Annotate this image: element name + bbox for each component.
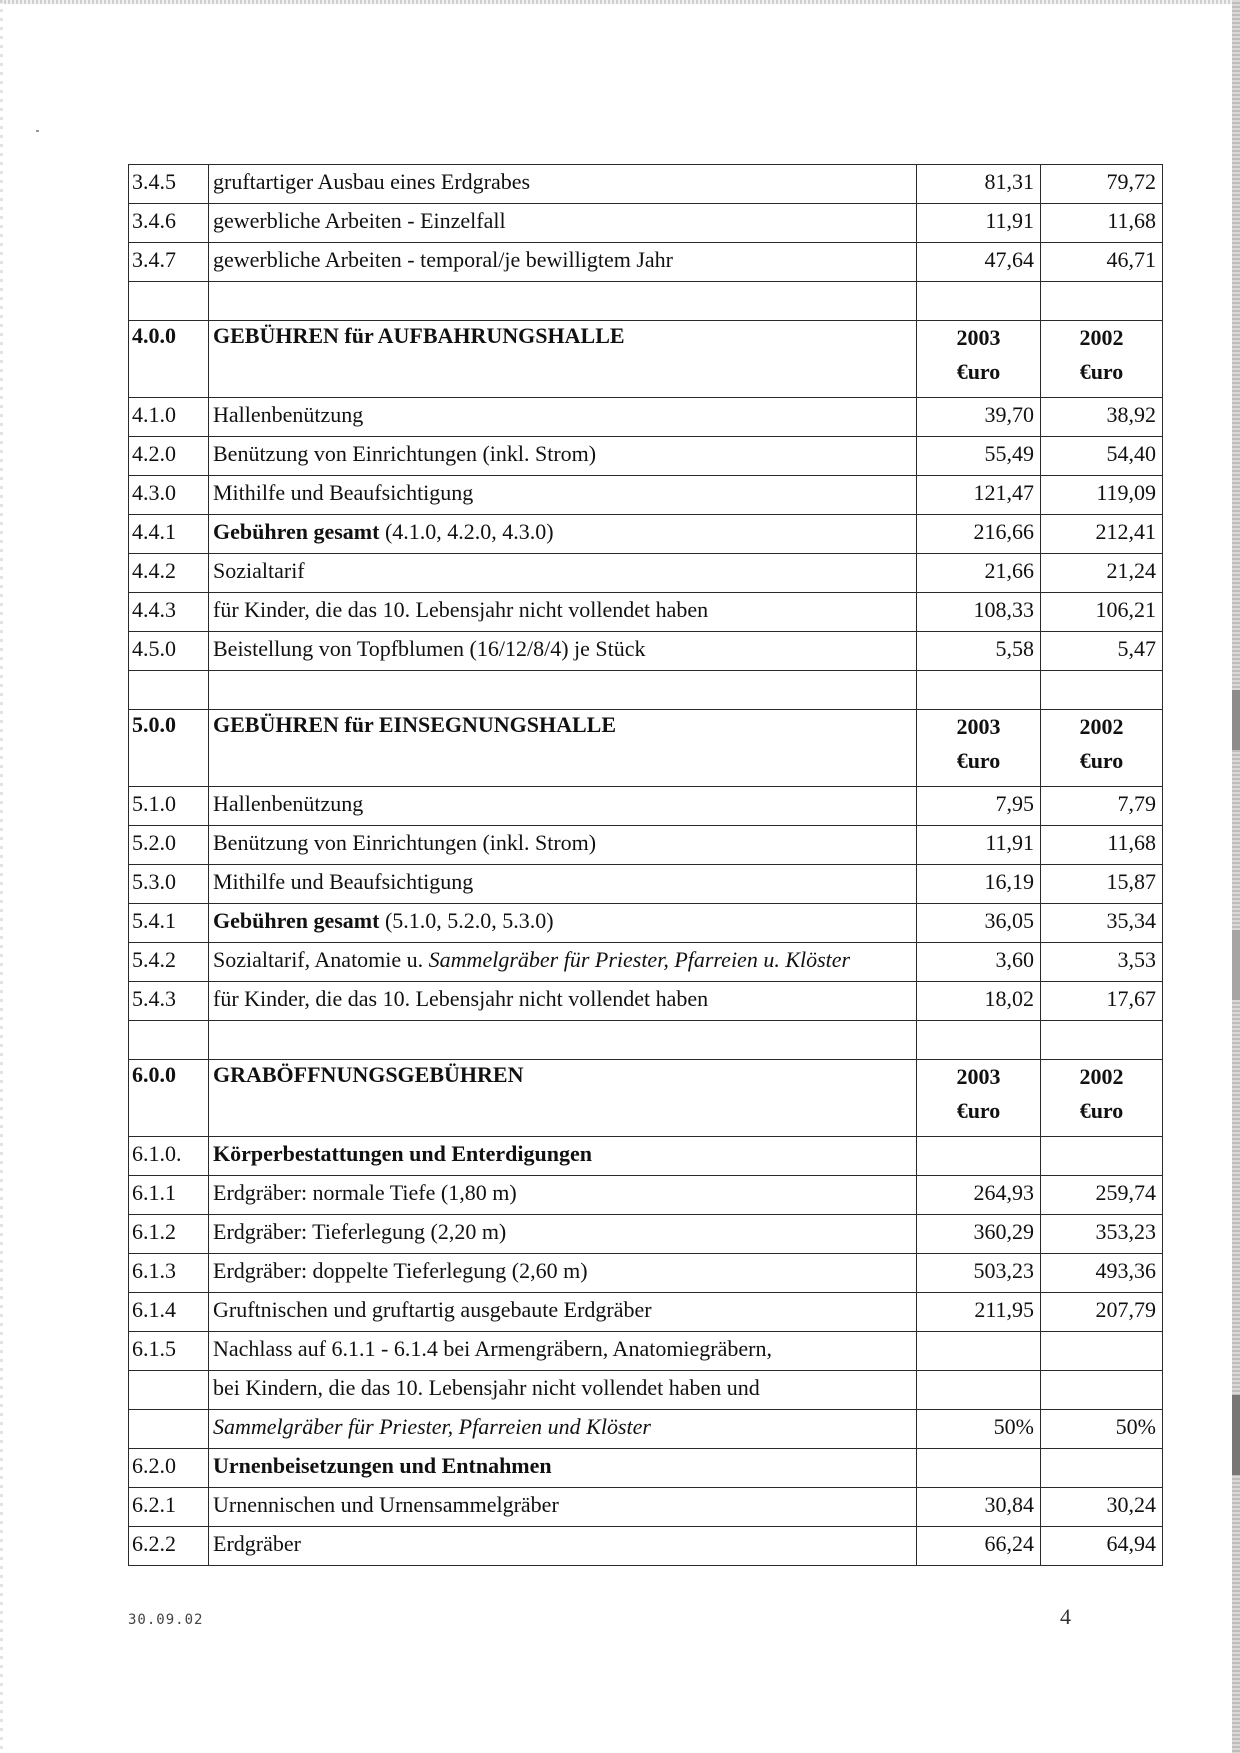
empty-cell	[917, 282, 1041, 321]
currency-label: €uro	[1079, 359, 1124, 384]
fee-2003: 36,05	[917, 904, 1041, 943]
currency-label: €uro	[1079, 748, 1124, 773]
item-description	[209, 904, 917, 943]
section-header-row	[129, 710, 1163, 787]
item-number: 4.2.0	[129, 437, 209, 476]
item-description	[209, 1488, 917, 1527]
item-description	[209, 437, 917, 476]
year-label: 2003	[956, 1064, 1001, 1089]
empty-cell	[209, 671, 917, 710]
table-row	[129, 787, 1163, 826]
currency-label: €uro	[956, 748, 1001, 773]
fee-2002: 79,72	[1041, 165, 1163, 204]
table-row	[129, 515, 1163, 554]
item-number: 6.1.3	[129, 1254, 209, 1293]
item-description-text: Urnennischen und Urnensammelgräber	[213, 1492, 559, 1517]
item-description-text: für Kinder, die das 10. Lebensjahr nicht vollendet haben	[213, 597, 709, 622]
item-description-text: Hallenbenützung	[213, 791, 364, 816]
fee-2002: 35,34	[1041, 904, 1163, 943]
item-description-text: für Kinder, die das 10. Lebensjahr nicht vollendet haben	[213, 986, 709, 1011]
footer-date: 30.09.02	[128, 1612, 204, 1628]
fee-2003: 11,91	[917, 826, 1041, 865]
fee-2002	[1041, 1137, 1163, 1176]
fee-2002: 21,24	[1041, 554, 1163, 593]
item-number: 5.4.3	[129, 982, 209, 1021]
item-description	[209, 787, 917, 826]
empty-cell	[917, 671, 1041, 710]
item-number: 6.1.4	[129, 1293, 209, 1332]
section-number: 6.0.0	[129, 1060, 209, 1137]
year-label: 2003	[956, 325, 1001, 350]
section-header-row	[129, 321, 1163, 398]
item-number: 5.4.2	[129, 943, 209, 982]
fee-2003: 21,66	[917, 554, 1041, 593]
item-description	[209, 165, 917, 204]
item-description	[209, 1215, 917, 1254]
table-row	[129, 204, 1163, 243]
scan-edge-top	[0, 0, 1240, 4]
item-description-text: gruftartiger Ausbau eines Erdgrabes	[213, 169, 531, 194]
empty-cell	[209, 282, 917, 321]
fee-2002: 207,79	[1041, 1293, 1163, 1332]
table-row	[129, 554, 1163, 593]
fee-2002: 11,68	[1041, 826, 1163, 865]
scan-artifact	[1232, 1395, 1240, 1475]
empty-cell	[129, 671, 209, 710]
year-label: 2002	[1079, 714, 1124, 739]
section-title: GEBÜHREN für AUFBAHRUNGSHALLE	[209, 321, 917, 398]
fee-2003: 55,49	[917, 437, 1041, 476]
item-description	[209, 243, 917, 282]
item-description	[209, 554, 917, 593]
fee-2003: 121,47	[917, 476, 1041, 515]
table-row	[129, 943, 1163, 982]
fee-2003: 47,64	[917, 243, 1041, 282]
fee-2003: 503,23	[917, 1254, 1041, 1293]
fee-table-body	[129, 165, 1163, 1566]
fee-2002	[1041, 1371, 1163, 1410]
table-row	[129, 1215, 1163, 1254]
item-description-bold: Urnenbeisetzungen und Entnahmen	[213, 1453, 552, 1478]
fee-2003	[917, 1332, 1041, 1371]
item-description	[209, 1137, 917, 1176]
table-row	[129, 826, 1163, 865]
table-row	[129, 1332, 1163, 1371]
empty-cell	[129, 282, 209, 321]
fee-2003: 11,91	[917, 204, 1041, 243]
table-row	[129, 632, 1163, 671]
item-number: 5.1.0	[129, 787, 209, 826]
year-header-2003	[917, 710, 1041, 787]
fee-2003: 39,70	[917, 398, 1041, 437]
item-number: 6.1.1	[129, 1176, 209, 1215]
currency-label: €uro	[1079, 1098, 1124, 1123]
item-description-bold: Gebühren gesamt	[213, 519, 380, 544]
item-description	[209, 1254, 917, 1293]
item-description	[209, 865, 917, 904]
item-description-text: Erdgräber	[213, 1531, 301, 1556]
item-description-text: Nachlass auf 6.1.1 - 6.1.4 bei Armengräbern, Anatomiegräbern,	[213, 1336, 772, 1361]
empty-cell	[209, 1021, 917, 1060]
table-row	[129, 1293, 1163, 1332]
year-header-2002	[1041, 710, 1163, 787]
item-description	[209, 1527, 917, 1566]
fee-2002: 106,21	[1041, 593, 1163, 632]
item-description	[209, 204, 917, 243]
item-number: 3.4.7	[129, 243, 209, 282]
item-description	[209, 515, 917, 554]
table-spacer-row	[129, 671, 1163, 710]
item-number: 5.4.1	[129, 904, 209, 943]
year-label: 2002	[1079, 1064, 1124, 1089]
fee-2002: 7,79	[1041, 787, 1163, 826]
table-row	[129, 398, 1163, 437]
fee-2003: 5,58	[917, 632, 1041, 671]
fee-2002: 119,09	[1041, 476, 1163, 515]
table-row	[129, 982, 1163, 1021]
fee-2002: 11,68	[1041, 204, 1163, 243]
fee-2002: 64,94	[1041, 1527, 1163, 1566]
scan-speck	[36, 130, 39, 132]
item-number: 6.1.5	[129, 1332, 209, 1371]
item-number: 4.1.0	[129, 398, 209, 437]
item-description-text: Erdgräber: doppelte Tieferlegung (2,60 m)	[213, 1258, 588, 1283]
scan-artifact	[1232, 930, 1240, 1000]
item-number	[129, 1371, 209, 1410]
year-header-2002	[1041, 1060, 1163, 1137]
fee-2003: 3,60	[917, 943, 1041, 982]
fee-2003: 211,95	[917, 1293, 1041, 1332]
table-row	[129, 1176, 1163, 1215]
item-description	[209, 1449, 917, 1488]
scan-edge-left	[0, 0, 3, 1753]
item-description	[209, 943, 917, 982]
fee-2002: 46,71	[1041, 243, 1163, 282]
item-number: 6.1.0.	[129, 1137, 209, 1176]
item-description-text: bei Kindern, die das 10. Lebensjahr nicht vollendet haben und	[213, 1375, 760, 1400]
item-number: 5.3.0	[129, 865, 209, 904]
item-description	[209, 1371, 917, 1410]
table-row	[129, 1449, 1163, 1488]
fee-2003: 16,19	[917, 865, 1041, 904]
section-title: GEBÜHREN für EINSEGNUNGSHALLE	[209, 710, 917, 787]
empty-cell	[129, 1021, 209, 1060]
table-row	[129, 1254, 1163, 1293]
item-description	[209, 398, 917, 437]
fee-2002: 3,53	[1041, 943, 1163, 982]
table-row	[129, 165, 1163, 204]
scan-artifact	[1232, 690, 1240, 750]
fee-2002: 259,74	[1041, 1176, 1163, 1215]
fee-2002: 30,24	[1041, 1488, 1163, 1527]
section-header-row	[129, 1060, 1163, 1137]
fee-2002: 353,23	[1041, 1215, 1163, 1254]
section-number: 4.0.0	[129, 321, 209, 398]
table-spacer-row	[129, 282, 1163, 321]
currency-label: €uro	[956, 359, 1001, 384]
table-row	[129, 243, 1163, 282]
fee-2003: 81,31	[917, 165, 1041, 204]
table-row	[129, 593, 1163, 632]
item-number: 4.4.1	[129, 515, 209, 554]
item-description-italic: Sammelgräber für Priester, Pfarreien u. Klöster	[428, 947, 851, 972]
table-row	[129, 1488, 1163, 1527]
item-number: 3.4.6	[129, 204, 209, 243]
table-row	[129, 904, 1163, 943]
item-description-bold: Gebühren gesamt	[213, 908, 380, 933]
fee-2002: 493,36	[1041, 1254, 1163, 1293]
section-number: 5.0.0	[129, 710, 209, 787]
item-description	[209, 476, 917, 515]
item-description	[209, 826, 917, 865]
item-description-text: Gruftnischen und gruftartig ausgebaute Erdgräber	[213, 1297, 652, 1322]
year-label: 2003	[956, 714, 1001, 739]
fee-2003: 50%	[917, 1410, 1041, 1449]
empty-cell	[917, 1021, 1041, 1060]
year-header-2003	[917, 321, 1041, 398]
year-header-2003	[917, 1060, 1041, 1137]
item-description	[209, 593, 917, 632]
item-description-text: gewerbliche Arbeiten - Einzelfall	[213, 208, 506, 233]
item-number: 4.4.3	[129, 593, 209, 632]
fee-2003: 7,95	[917, 787, 1041, 826]
fee-2002: 50%	[1041, 1410, 1163, 1449]
year-label: 2002	[1079, 325, 1124, 350]
table-row	[129, 1371, 1163, 1410]
item-description-text: Hallenbenützung	[213, 402, 364, 427]
fee-2002: 5,47	[1041, 632, 1163, 671]
item-number: 4.5.0	[129, 632, 209, 671]
table-row	[129, 865, 1163, 904]
fee-2002: 212,41	[1041, 515, 1163, 554]
currency-label: €uro	[956, 1098, 1001, 1123]
item-number: 4.3.0	[129, 476, 209, 515]
table-row	[129, 1137, 1163, 1176]
fee-table	[128, 164, 1163, 1566]
empty-cell	[1041, 671, 1163, 710]
fee-2002	[1041, 1332, 1163, 1371]
fee-2003	[917, 1137, 1041, 1176]
table-row	[129, 476, 1163, 515]
scan-edge-right	[1232, 0, 1240, 1753]
empty-cell	[1041, 282, 1163, 321]
fee-2003: 66,24	[917, 1527, 1041, 1566]
item-description-text: gewerbliche Arbeiten - temporal/je bewilligtem Jahr	[213, 247, 674, 272]
item-description-text: Benützung von Einrichtungen (inkl. Strom)	[213, 830, 597, 855]
item-description	[209, 1410, 917, 1449]
item-number: 6.2.2	[129, 1527, 209, 1566]
item-number: 3.4.5	[129, 165, 209, 204]
item-description-text: Beistellung von Topfblumen (16/12/8/4) je Stück	[213, 636, 646, 661]
fee-2003: 216,66	[917, 515, 1041, 554]
empty-cell	[1041, 1021, 1163, 1060]
fee-2002	[1041, 1449, 1163, 1488]
fee-2003: 360,29	[917, 1215, 1041, 1254]
item-description	[209, 1293, 917, 1332]
item-description	[209, 982, 917, 1021]
fee-2003	[917, 1449, 1041, 1488]
item-number: 5.2.0	[129, 826, 209, 865]
item-number: 6.2.0	[129, 1449, 209, 1488]
fee-2002: 15,87	[1041, 865, 1163, 904]
year-header-2002	[1041, 321, 1163, 398]
item-description	[209, 1176, 917, 1215]
fee-2003	[917, 1371, 1041, 1410]
item-description	[209, 1332, 917, 1371]
item-description-text: Erdgräber: Tieferlegung (2,20 m)	[213, 1219, 507, 1244]
item-description-bold: Körperbestattungen und Enterdigungen	[213, 1141, 592, 1166]
item-number	[129, 1410, 209, 1449]
item-number: 6.1.2	[129, 1215, 209, 1254]
page-number: 4	[1060, 1604, 1071, 1629]
item-description-text: Mithilfe und Beaufsichtigung	[213, 480, 474, 505]
fee-2003: 108,33	[917, 593, 1041, 632]
item-number: 6.2.1	[129, 1488, 209, 1527]
item-description-text: Erdgräber: normale Tiefe (1,80 m)	[213, 1180, 517, 1205]
table-row	[129, 437, 1163, 476]
table-row	[129, 1410, 1163, 1449]
fee-2002: 17,67	[1041, 982, 1163, 1021]
fee-2003: 264,93	[917, 1176, 1041, 1215]
fee-2002: 38,92	[1041, 398, 1163, 437]
fee-2003: 18,02	[917, 982, 1041, 1021]
item-description-text: Mithilfe und Beaufsichtigung	[213, 869, 474, 894]
item-description-text: Sozialtarif	[213, 558, 305, 583]
item-description-text: (5.1.0, 5.2.0, 5.3.0)	[379, 908, 554, 933]
table-row	[129, 1527, 1163, 1566]
item-description	[209, 632, 917, 671]
item-number: 4.4.2	[129, 554, 209, 593]
item-description-text: Sozialtarif, Anatomie u.	[213, 947, 429, 972]
fee-2003: 30,84	[917, 1488, 1041, 1527]
section-title: GRABÖFFNUNGSGEBÜHREN	[209, 1060, 917, 1137]
table-spacer-row	[129, 1021, 1163, 1060]
item-description-italic: Sammelgräber für Priester, Pfarreien und Klöster	[213, 1414, 651, 1439]
item-description-text: (4.1.0, 4.2.0, 4.3.0)	[379, 519, 554, 544]
item-description-text: Benützung von Einrichtungen (inkl. Strom)	[213, 441, 597, 466]
fee-2002: 54,40	[1041, 437, 1163, 476]
